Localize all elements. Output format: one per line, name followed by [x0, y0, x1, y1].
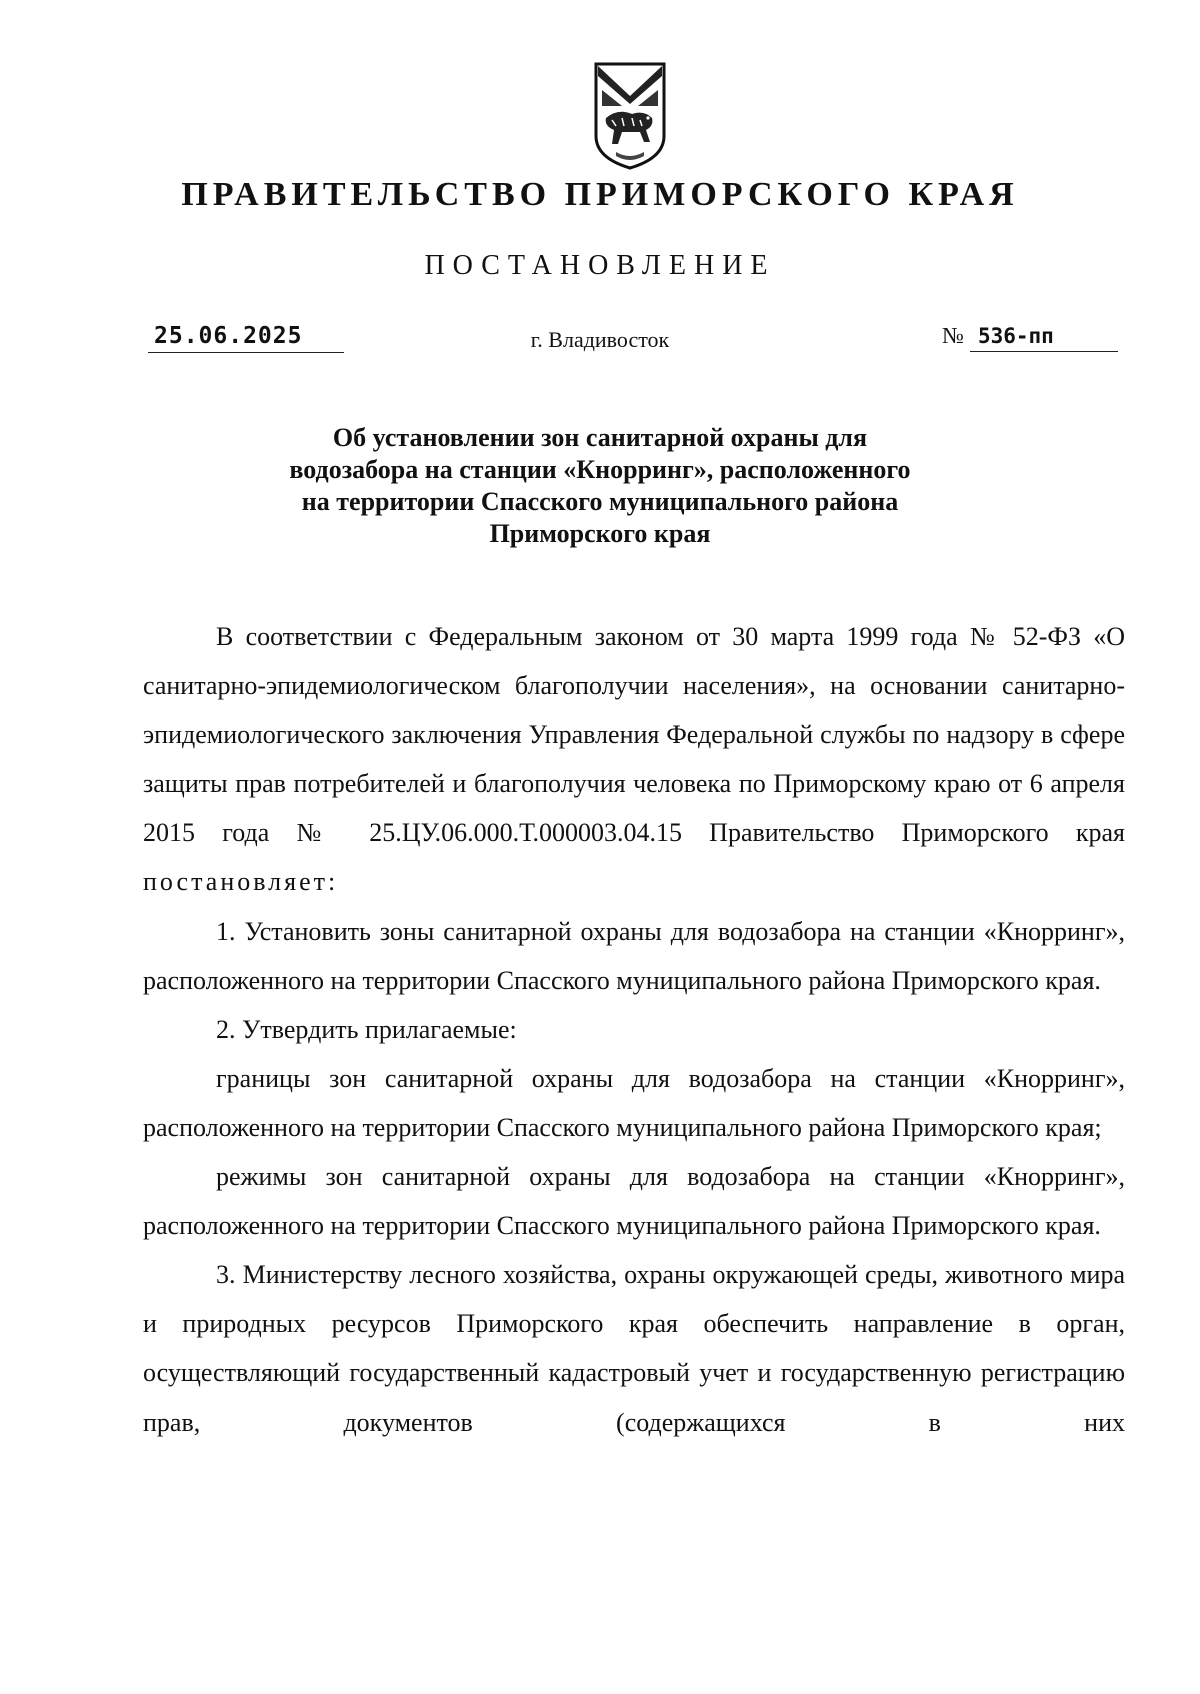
item-2a-paragraph: границы зон санитарной охраны для водозабора на станции «Кнорринг», расположенного на территории Спасского муниципального района Приморского края;: [143, 1063, 1125, 1142]
document-city: г. Владивосток: [530, 327, 670, 352]
coat-of-arms-icon: [592, 60, 668, 174]
item-2b-paragraph: режимы зон санитарной охраны для водозабора на станции «Кнорринг», расположенного на территории Спасского муниципального района Приморского края.: [143, 1162, 1125, 1241]
item-2-paragraph: 2. Утвердить прилагаемые:: [216, 1014, 517, 1044]
subject-line: Приморского края: [489, 519, 711, 548]
government-title: ПРАВИТЕЛЬСТВО ПРИМОРСКОГО КРАЯ: [181, 176, 1019, 213]
preamble-paragraph: [143, 612, 1125, 907]
document-type: ПОСТАНОВЛЕНИЕ: [424, 250, 776, 281]
subject-line: водозабора на станции «Кнорринг», расположенного: [289, 455, 911, 484]
preamble-colon: :: [328, 867, 336, 897]
subject-line: на территории Спасского муниципального района: [301, 487, 899, 516]
subject-line: Об установлении зон санитарной охраны для: [332, 423, 868, 452]
item-1-paragraph: 1. Установить зоны санитарной охраны для водозабора на станции «Кнорринг», расположенного на территории Спасского муниципального района Приморского края.: [143, 916, 1125, 995]
document-body: [143, 612, 1125, 1447]
document-date: 25.06.2025: [148, 323, 344, 353]
item-3-paragraph: 3. Министерству лесного хозяйства, охраны окружающей среды, животного мира и природных ресурсов Приморского края обеспечить направление в орган, осуществляющий государственный кадастровый учет и государственную регистрацию прав, документов (содержащихся в них: [143, 1260, 1125, 1437]
resolution-verb: постановляет: [143, 867, 329, 897]
document-subject: [220, 422, 980, 550]
document-meta: [0, 323, 1200, 359]
number-value: 536-пп: [970, 324, 1118, 352]
document-number: [942, 323, 1118, 352]
preamble-text: В соответствии с Федеральным законом от 30 марта 1999 года № 52-ФЗ «О санитарно-эпидемиологическом благополучии населения», на основании санитарно-эпидемиологического заключения Управления Федеральной службы по надзору в сфере защиты прав потребителей и благополучия человека по Приморскому краю от 6 апреля 2015 года № 25.ЦУ.06.000.Т.000003.04.15 Правительство Приморского края: [143, 622, 1125, 848]
number-sign: №: [942, 323, 964, 348]
